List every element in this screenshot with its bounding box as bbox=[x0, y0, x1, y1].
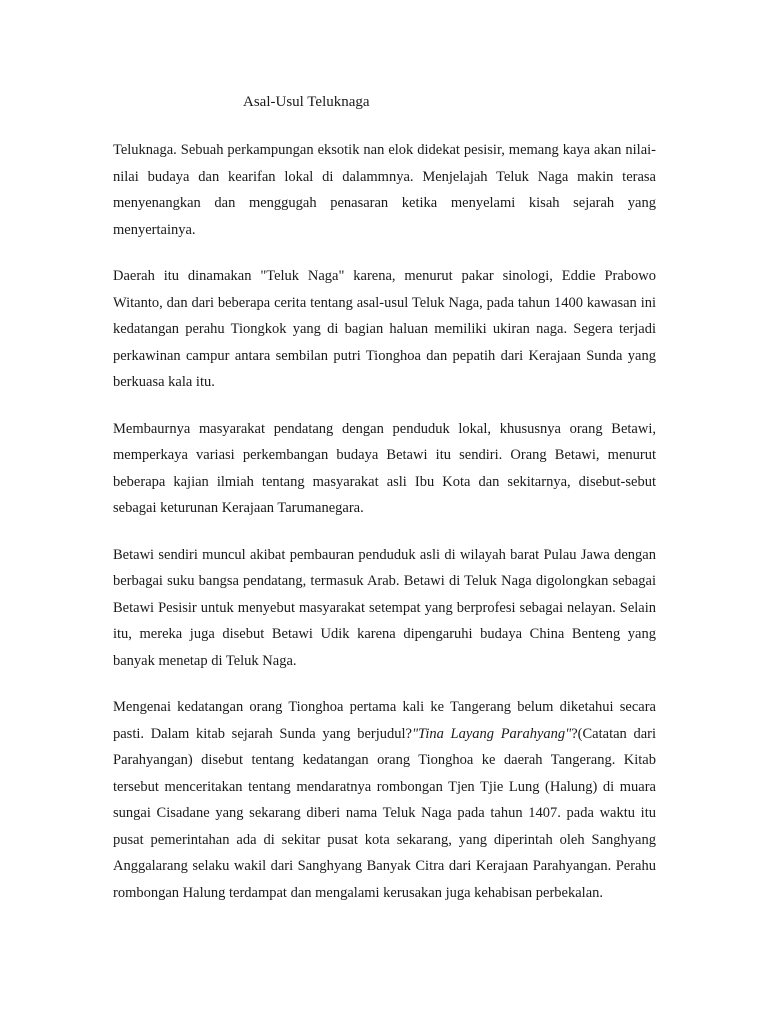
book-title-italic: "Tina Layang Parahyang" bbox=[411, 725, 572, 742]
paragraph-5-text-start: Mengenai kedatangan orang Tionghoa pertama kali ke Tangerang belum diketahui secara pasti. Dalam kitab sejarah Sunda yang berjudul? bbox=[113, 699, 656, 742]
paragraph-5-text-end: ?(Catatan dari Parahyangan) disebut tentang kedatangan orang Tionghoa ke daerah Tangerang. Kitab tersebut menceritakan tentang mendaratnya rombongan Tjen Tjie Lung (Halung) di muara sungai Cisadane yang sekarang diberi nama Teluk Naga pada tahun 1407. pada waktu itu pusat pemerintahan ada di sekitar pusat kota sekarang, yang diperintah oleh Sanghyang Anggalarang selaku wakil dari Sanghyang Banyak Citra dari Kerajaan Parahyangan. Perahu rombongan Halung terdampat dan mengalami kerusakan juga kehabisan perbekalan. bbox=[113, 725, 657, 901]
document-title: Asal-Usul Teluknaga bbox=[243, 94, 370, 110]
document-body bbox=[113, 137, 656, 926]
paragraph-3: Membaurnya masyarakat pendatang dengan penduduk lokal, khususnya orang Betawi, memperkaya variasi perkembangan budaya Betawi itu sendiri. Orang Betawi, menurut beberapa kajian ilmiah tentang masyarakat asli Ibu Kota dan sekitarnya, disebut-sebut sebagai keturunan Kerajaan Tarumanegara. bbox=[113, 420, 656, 516]
paragraph-4: Betawi sendiri muncul akibat pembauran penduduk asli di wilayah barat Pulau Jawa dengan berbagai suku bangsa pendatang, termasuk Arab. Betawi di Teluk Naga digolongkan sebagai Betawi Pesisir untuk menyebut masyarakat setempat yang berprofesi sebagai nelayan. Selain itu, mereka juga disebut Betawi Udik karena dipengaruhi budaya China Benteng yang banyak menetap di Teluk Naga. bbox=[113, 546, 656, 669]
paragraph-2: Daerah itu dinamakan "Teluk Naga" karena, menurut pakar sinologi, Eddie Prabowo Witanto, dan dari beberapa cerita tentang asal-usul Teluk Naga, pada tahun 1400 kawasan ini kedatangan perahu Tiongkok yang di bagian haluan memiliki ukiran naga. Segera terjadi perkawinan campur antara sembilan putri Tionghoa dan pepatih dari Kerajaan Sunda yang berkuasa kala itu. bbox=[113, 268, 656, 390]
paragraph-5 bbox=[113, 694, 656, 906]
paragraph-1: Teluknaga. Sebuah perkampungan eksotik nan elok didekat pesisir, memang kaya akan nilai-nilai budaya dan kearifan lokal di dalammnya. Menjelajah Teluk Naga makin terasa menyenangkan dan menggugah penasaran ketika menyelami kisah sejarah yang menyertainya. bbox=[113, 142, 656, 238]
